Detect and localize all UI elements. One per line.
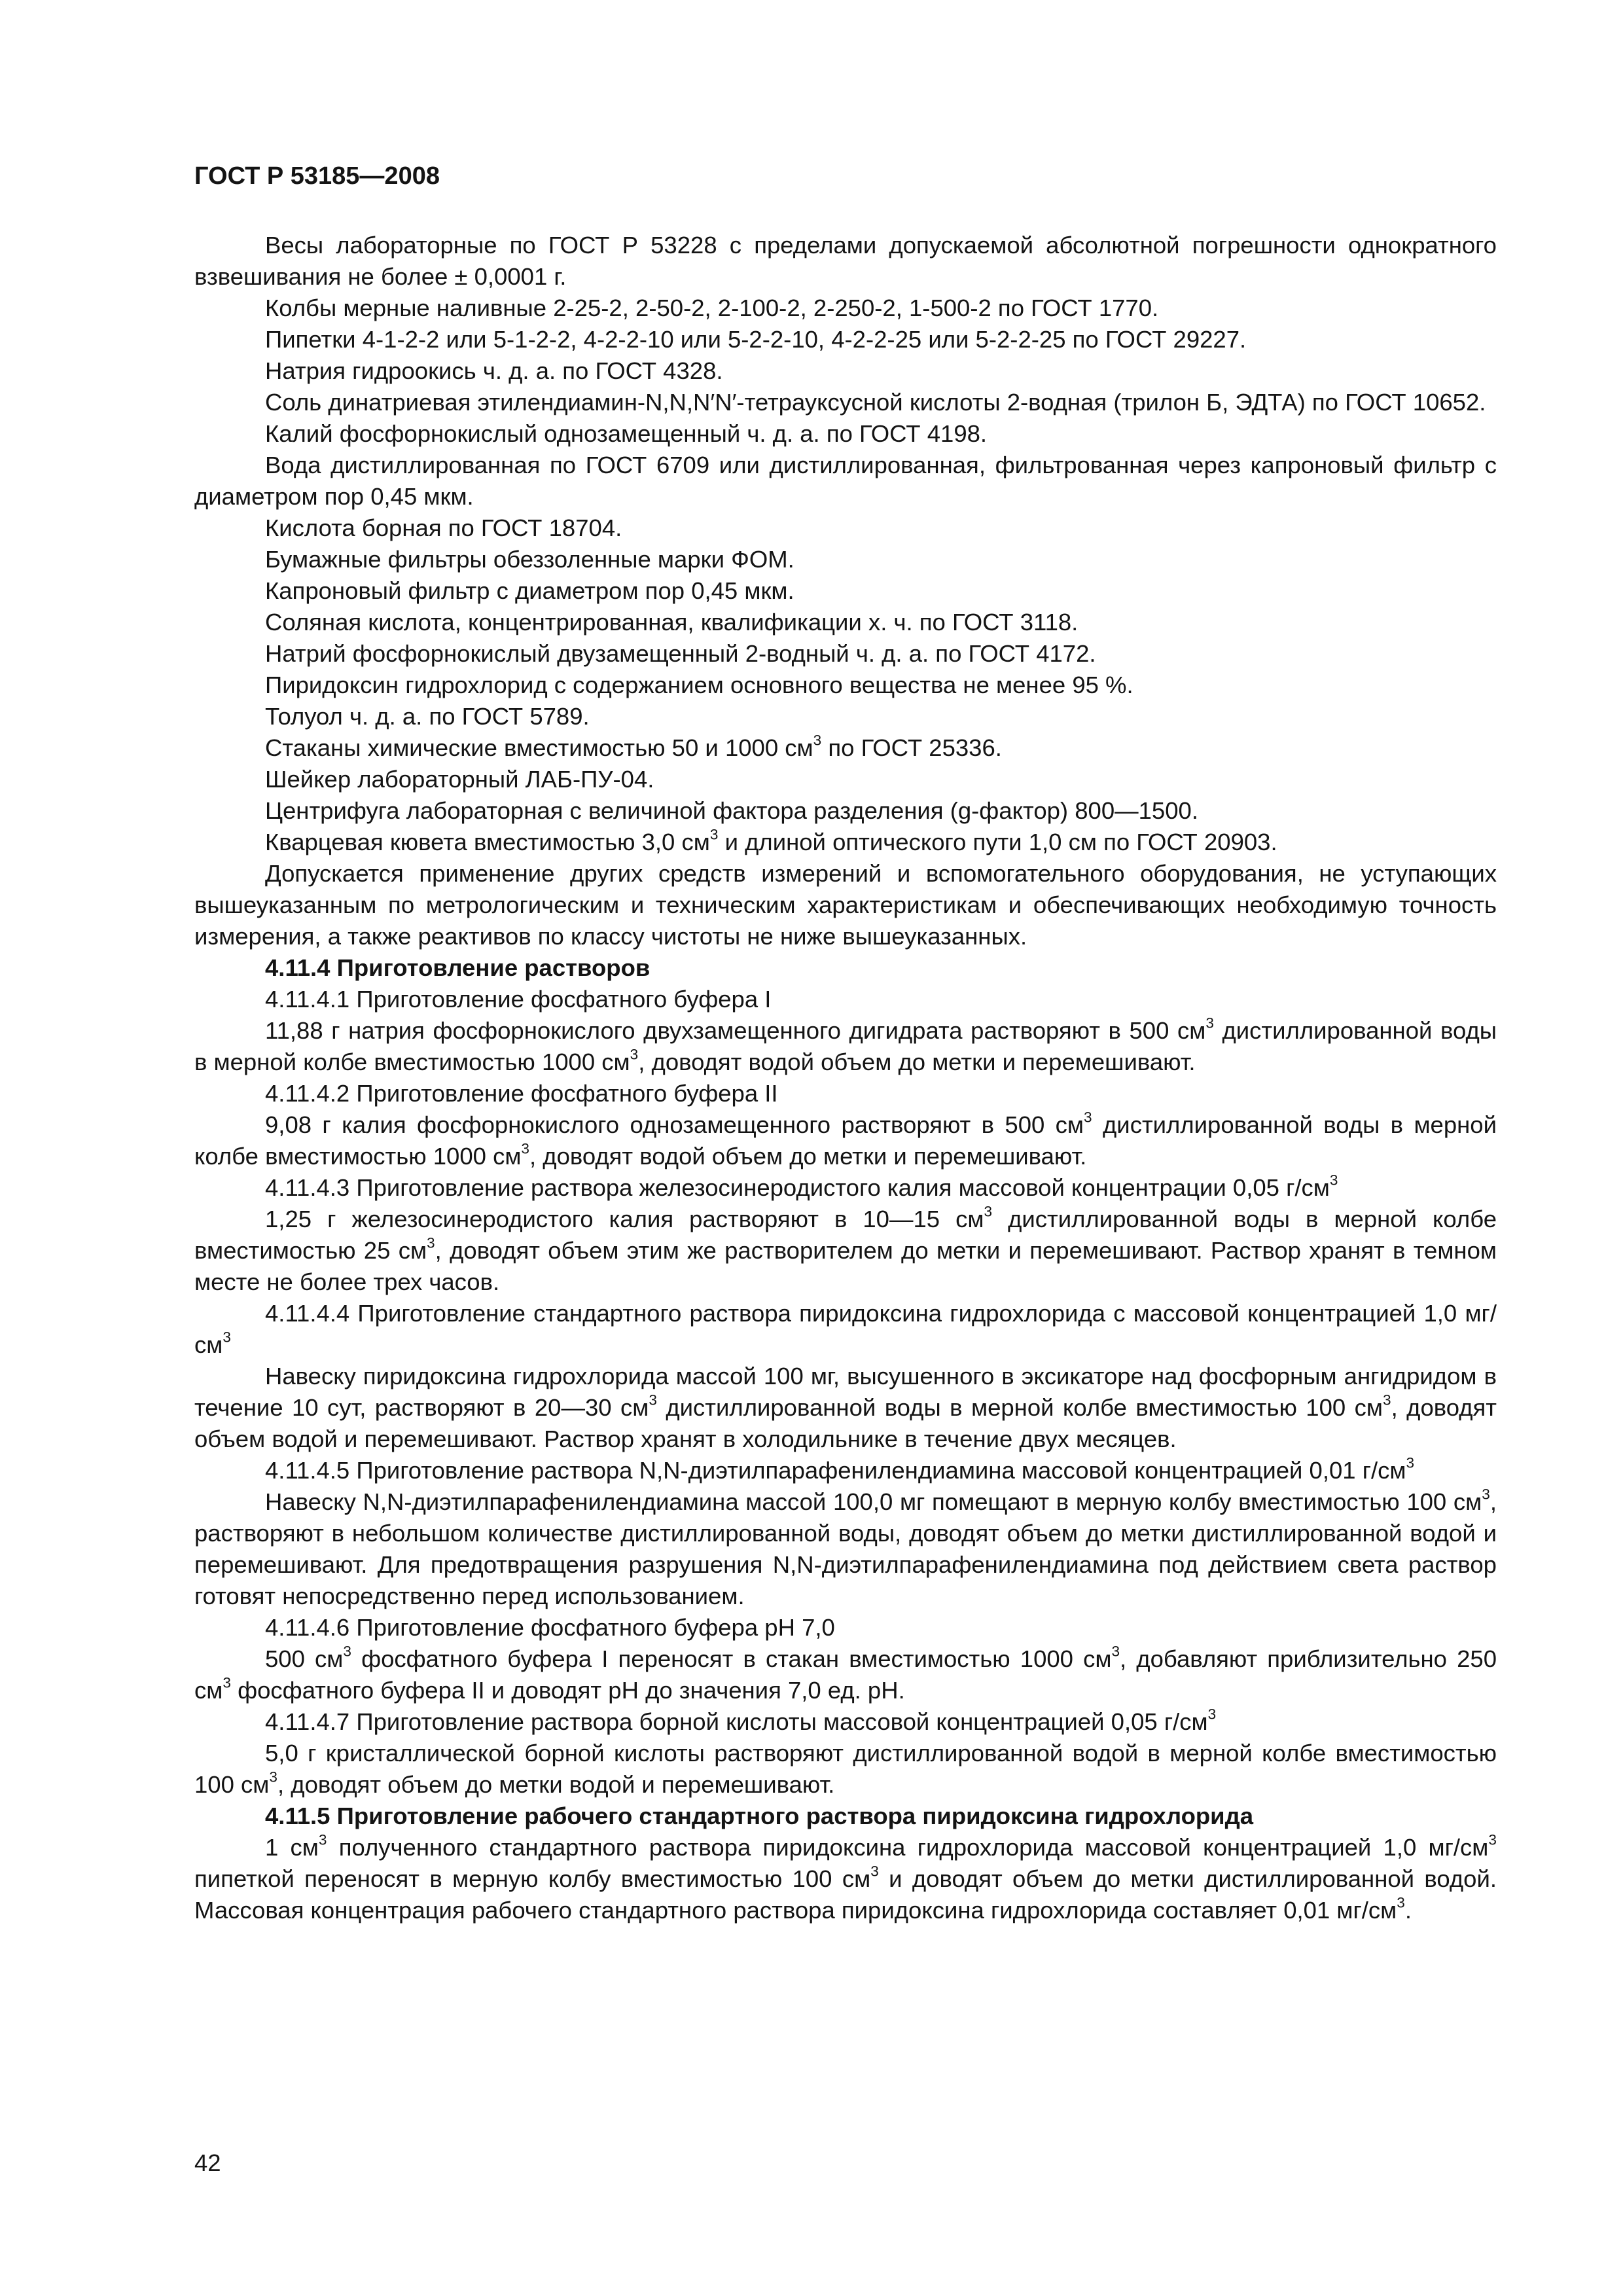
paragraph: Пиридоксин гидрохлорид с содержанием основного вещества не менее 95 %. bbox=[265, 672, 1133, 698]
document-header: ГОСТ Р 53185—2008 bbox=[194, 162, 440, 190]
paragraph: Кислота борная по ГОСТ 18704. bbox=[265, 514, 622, 541]
paragraph: Колбы мерные наливные 2-25-2, 2-50-2, 2-100-2, 2-250-2, 1-500-2 по ГОСТ 1770. bbox=[265, 295, 1159, 321]
page-number: 42 bbox=[194, 2149, 221, 2176]
paragraph: 1,25 г железосинеродистого калия растворяют в 10—15 $см^3$ дистиллированной воды в мерной колбе вместимостью 25 $см^3$, доводят объем этим же растворителем до метки и перемешивают. Раствор хранят в темном месте не более трех часов. bbox=[194, 1203, 1497, 1295]
document-page bbox=[194, 160, 1497, 1926]
paragraph: Капроновый фильтр с диаметром пор 0,45 мкм. bbox=[265, 577, 794, 604]
section-heading: 4.11.4 Приготовление растворов bbox=[265, 954, 651, 981]
paragraph: Весы лабораторные по ГОСТ Р 53228 с пределами допускаемой абсолютной погрешности однократного взвешивания не более ± 0,0001 г. bbox=[194, 232, 1497, 290]
paragraph: Бумажные фильтры обеззоленные марки ФОМ. bbox=[265, 546, 794, 573]
paragraph: 4.11.4.5 Приготовление раствора N,N-диэтилпарафенилендиамина массовой концентрацией 0,01 $г/см^3$ bbox=[265, 1454, 1415, 1484]
paragraph: 9,08 г калия фосфорнокислого однозамещенного растворяют в 500 $см^3$ дистиллированной воды в мерной колбе вместимостью 1000 $см^3$, доводят водой объем до метки и перемешивают. bbox=[194, 1109, 1497, 1170]
paragraph: 11,88 г натрия фосфорнокислого двухзамещенного дигидрата растворяют в 500 $см^3$ дистиллированной воды в мерной колбе вместимостью 1000 $см^3$, доводят водой объем до метки и перемешивают. bbox=[194, 1014, 1497, 1075]
paragraph: 4.11.4.1 Приготовление фосфатного буфера I bbox=[265, 986, 772, 1013]
paragraph: Кварцевая кювета вместимостью 3,0 $см^3$ и длиной оптического пути 1,0 см по ГОСТ 20903. bbox=[265, 826, 1277, 855]
paragraph: 1 $см^3$ полученного стандартного раствора пиридоксина гидрохлорида массовой концентрацией 1,0 $мг/см^3$ пипеткой переносят в мерную колбу вместимостью 100 $см^3$ и доводят объем до метки дистиллированной водой. Массовая концентрация рабочего стандартного раствора пиридоксина гидрохлорида составляет 0,01 $мг/см^3$. bbox=[194, 1831, 1497, 1924]
paragraph: 4.11.4.3 Приготовление раствора железосинеродистого калия массовой концентрации 0,05 $г/см^3$ bbox=[265, 1172, 1338, 1201]
document-body bbox=[194, 230, 1497, 1926]
paragraph: Навеску N,N-диэтилпарафенилендиамина массой 100,0 мг помещают в мерную колбу вместимостью 100 $см^3$, растворяют в небольшом количестве дистиллированной воды, доводят объем до метки дистиллированной водой и перемешивают. Для предотвращения разрушения N,N-диэтилпарафенилендиамина под действием света раствор готовят непосредственно перед использованием. bbox=[194, 1486, 1497, 1609]
paragraph: 4.11.4.2 Приготовление фосфатного буфера II bbox=[265, 1080, 778, 1107]
section-heading: 4.11.5 Приготовление рабочего стандартного раствора пиридоксина гидрохлорида bbox=[265, 1803, 1254, 1829]
paragraph: Шейкер лабораторный ЛАБ-ПУ-04. bbox=[265, 766, 654, 793]
paragraph: Натрия гидроокись ч. д. а. по ГОСТ 4328. bbox=[265, 357, 723, 384]
paragraph: 4.11.4.6 Приготовление фосфатного буфера pH 7,0 bbox=[265, 1614, 835, 1641]
paragraph: Натрий фосфорнокислый двузамещенный 2-водный ч. д. а. по ГОСТ 4172. bbox=[265, 640, 1096, 667]
paragraph: Допускается применение других средств измерений и вспомогательного оборудования, не уступающих вышеуказанным по метрологическим и техническим характеристикам и обеспечивающих необходимую точность измерения, а также реактивов по классу чистоты не ниже вышеуказанных. bbox=[194, 860, 1497, 950]
paragraph: Стаканы химические вместимостью 50 и 1000 $см^3$ по ГОСТ 25336. bbox=[265, 732, 1002, 761]
paragraph: Вода дистиллированная по ГОСТ 6709 или дистиллированная, фильтрованная через капроновый фильтр с диаметром пор 0,45 мкм. bbox=[194, 452, 1497, 510]
paragraph: 500 $см^3$ фосфатного буфера I переносят в стакан вместимостью 1000 $см^3$, добавляют приблизительно 250 $см^3$ фосфатного буфера II и доводят pH до значения 7,0 ед. pH. bbox=[194, 1643, 1497, 1704]
paragraph: Пипетки 4-1-2-2 или 5-1-2-2, 4-2-2-10 или 5-2-2-10, 4-2-2-25 или 5-2-2-25 по ГОСТ 29227. bbox=[265, 326, 1247, 353]
paragraph: Центрифуга лабораторная с величиной фактора разделения (g-фактор) 800—1500. bbox=[265, 797, 1198, 824]
paragraph: 4.11.4.7 Приготовление раствора борной кислоты массовой концентрацией 0,05 $г/см^3$ bbox=[265, 1706, 1217, 1735]
paragraph: Соляная кислота, концентрированная, квалификации х. ч. по ГОСТ 3118. bbox=[265, 609, 1079, 636]
paragraph: 4.11.4.4 Приготовление стандартного раствора пиридоксина гидрохлорида с массовой концентрацией 1,0 $мг/см^3$ bbox=[194, 1300, 1497, 1358]
paragraph: Толуол ч. д. а. по ГОСТ 5789. bbox=[265, 703, 590, 730]
paragraph: Навеску пиридоксина гидрохлорида массой 100 мг, высушенного в эксикаторе над фосфорным ангидридом в течение 10 сут, растворяют в 20—30 $см^3$ дистиллированной воды в мерной колбе вместимостью 100 $см^3$, доводят объем водой и перемешивают. Раствор хранят в холодильнике в течение двух месяцев. bbox=[194, 1363, 1497, 1452]
paragraph: 5,0 г кристаллической борной кислоты растворяют дистиллированной водой в мерной колбе вместимостью 100 $см^3$, доводят объем до метки водой и перемешивают. bbox=[194, 1740, 1497, 1798]
paragraph: Калий фосфорнокислый однозамещенный ч. д. а. по ГОСТ 4198. bbox=[265, 420, 988, 447]
paragraph: Соль динатриевая этилендиамин-N,N,N′N′-тетрауксусной кислоты 2-водная (трилон Б, ЭДТА) по ГОСТ 10652. bbox=[265, 389, 1486, 416]
